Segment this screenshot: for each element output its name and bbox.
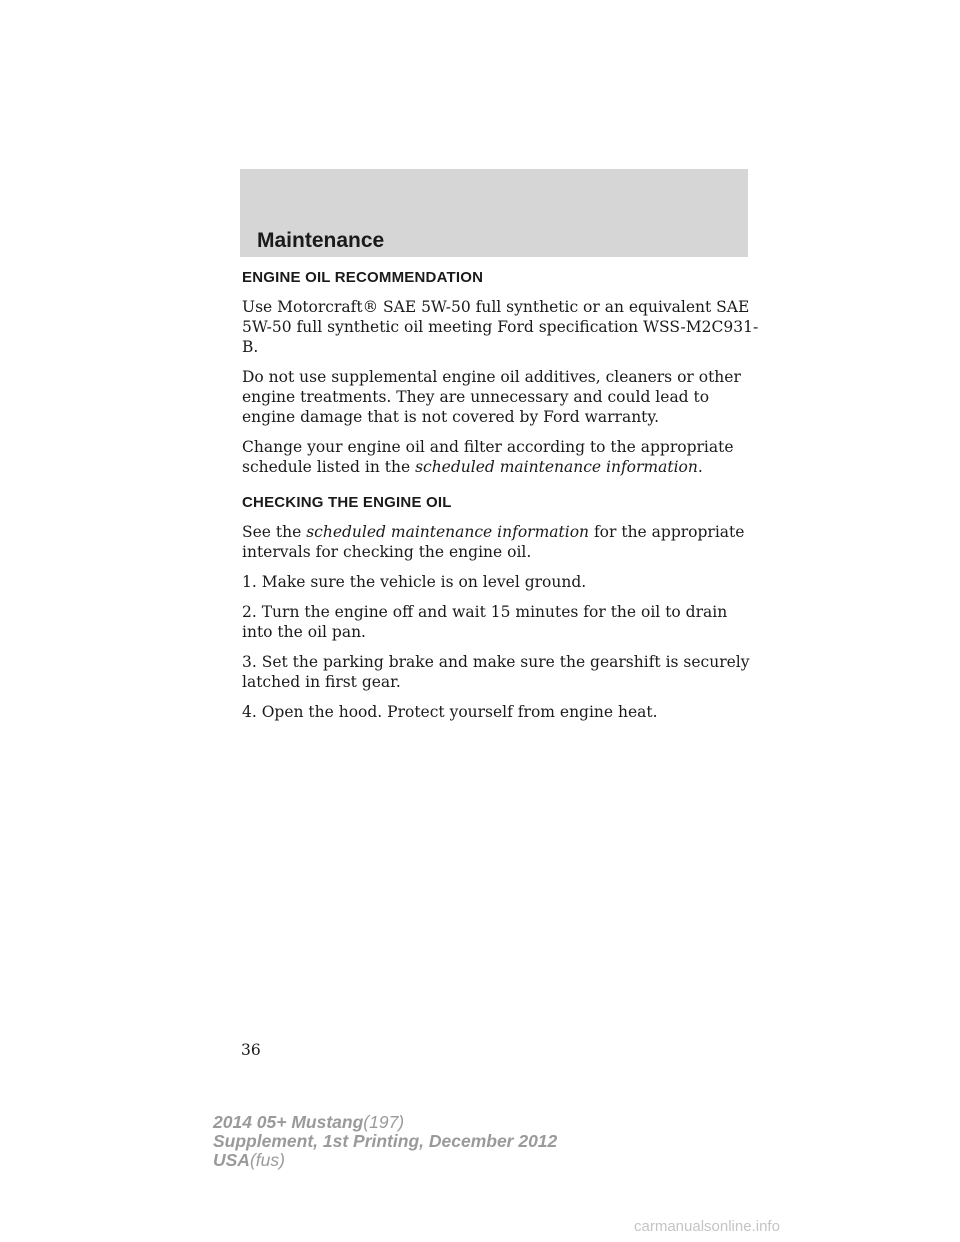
- footer-model-code: (197): [363, 1112, 405, 1132]
- footer-line-3: [213, 1151, 557, 1170]
- paragraph-change-schedule-end: .: [697, 458, 703, 476]
- scheduled-maintenance-reference: scheduled maintenance information: [415, 458, 698, 476]
- footer-model: 2014 05+ Mustang: [213, 1112, 364, 1132]
- step-3: 3. Set the parking brake and make sure the gearshift is securely latched in first gear.: [242, 653, 750, 691]
- print-footer: [213, 1113, 557, 1170]
- heading-engine-oil-recommendation: ENGINE OIL RECOMMENDATION: [242, 269, 484, 286]
- heading-checking-engine-oil: CHECKING THE ENGINE OIL: [242, 494, 452, 511]
- footer-line-1: [213, 1113, 557, 1132]
- footer-line-2: Supplement, 1st Printing, December 2012: [213, 1131, 558, 1151]
- page-content: [242, 268, 762, 732]
- footer-market-code: (fus): [249, 1150, 285, 1170]
- paragraph-additives-warning: Do not use supplemental engine oil additives, cleaners or other engine treatments. They are unnecessary and could lead to engine damage that is not covered by Ford warranty.: [242, 368, 741, 426]
- scheduled-maintenance-reference: scheduled maintenance information: [306, 523, 590, 541]
- footer-market: USA: [213, 1150, 250, 1170]
- step-2: 2. Turn the engine off and wait 15 minutes for the oil to drain into the oil pan.: [242, 603, 728, 641]
- step-1: 1. Make sure the vehicle is on level ground.: [242, 573, 587, 591]
- paragraph-check-intervals: [242, 522, 762, 562]
- watermark: carmanualsonline.info: [634, 1218, 780, 1235]
- paragraph-change-schedule: [242, 437, 762, 477]
- paragraph-oil-spec: Use Motorcraft® SAE 5W-50 full synthetic or an equivalent SAE 5W-50 full synthetic oil meeting Ford specification WSS-M2C931-B.: [242, 298, 759, 356]
- paragraph-change-schedule-text: Change your engine oil and filter according to the appropriate schedule listed in the: [242, 438, 734, 476]
- section-title: Maintenance: [257, 229, 385, 252]
- page-number: 36: [241, 1041, 261, 1059]
- step-4: 4. Open the hood. Protect yourself from engine heat.: [242, 703, 658, 721]
- paragraph-check-intervals-text: See the: [242, 523, 307, 541]
- paragraph-check-intervals-end: for the appropriate intervals for checking the engine oil.: [242, 523, 745, 561]
